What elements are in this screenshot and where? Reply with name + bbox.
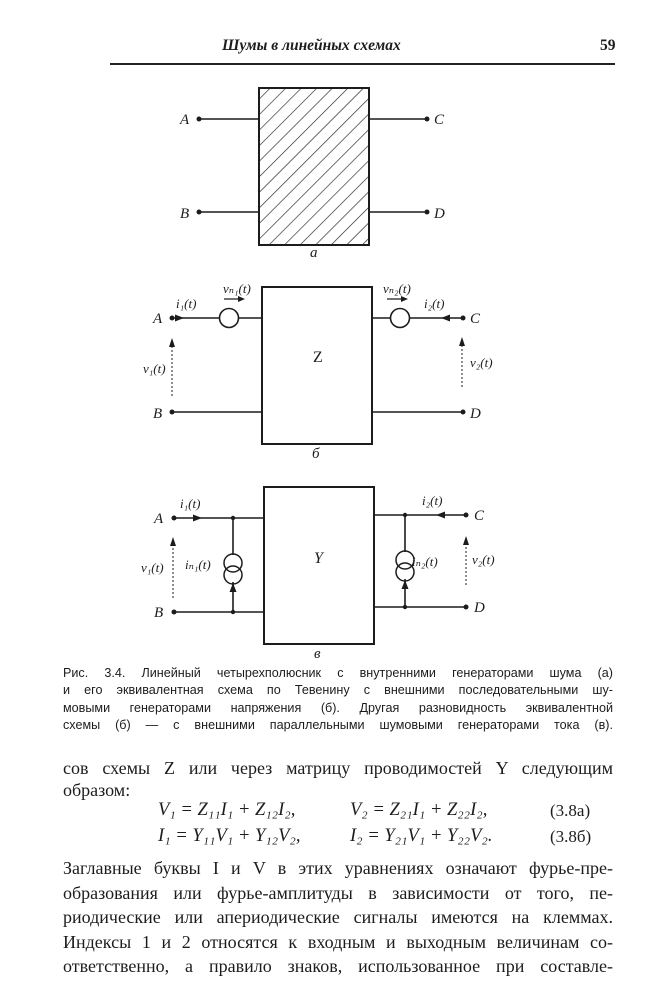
- panel-c-voltage-in: v₁(t): [141, 560, 164, 575]
- panel-b: [143, 281, 493, 462]
- panel-c-current-out: i₂(t): [422, 493, 443, 508]
- equation-number-3-8b: (3.8б): [550, 827, 592, 846]
- running-head-title: Шумы в линейных схемах: [222, 37, 401, 54]
- terminal-dot-c: [425, 117, 430, 122]
- panel-b-noise-in: vₙ₁(t): [223, 281, 251, 296]
- panel-b-voltage-out: v₂(t): [470, 355, 493, 370]
- y-box-label: Y: [314, 550, 323, 567]
- noise-voltage-source-out: [391, 309, 410, 328]
- z-box-label: Z: [313, 349, 323, 366]
- equation-3-8a-left: V₁ = Z₁₁I₁ + Z₁₂I₂,: [158, 800, 296, 820]
- panel-c-terminal-d: D: [474, 600, 485, 616]
- current-arrow-out: [441, 315, 450, 322]
- equation-3-8b-left: I₁ = Y₁₁V₁ + Y₁₂V₂,: [158, 826, 301, 846]
- hatched-quadripole-box: [259, 88, 369, 245]
- body-line: образом:: [63, 780, 131, 800]
- panel-a-terminal-d: D: [434, 206, 445, 222]
- panel-a-terminal-c: C: [434, 112, 445, 128]
- panel-b-terminal-c: C: [470, 311, 481, 327]
- equation-3-8b-right: I₂ = Y₂₁V₁ + Y₂₂V₂.: [350, 826, 493, 846]
- caption-line: схемы (б) — с внешними параллельными шумовыми генераторами тока (в).: [63, 717, 613, 732]
- panel-a: [179, 88, 445, 261]
- panel-c-noise-out: iₙ₂(t): [412, 554, 438, 569]
- terminal-dot-d: [425, 210, 430, 215]
- panel-b-current-in: i₁(t): [176, 296, 197, 311]
- panel-c-terminal-a: A: [154, 511, 164, 527]
- panel-c-terminal-c: C: [474, 508, 485, 524]
- body-paragraph: [63, 856, 613, 979]
- current-arrow-in: [175, 315, 184, 322]
- panel-b-voltage-in: v₁(t): [143, 361, 166, 376]
- body-line: Заглавные буквы I и V в этих уравнениях означают фурье-пре-: [63, 858, 613, 878]
- panel-b-terminal-a: A: [153, 311, 163, 327]
- panel-c-noise-in: iₙ₁(t): [185, 557, 211, 572]
- panel-a-terminal-a: A: [180, 112, 190, 128]
- panel-c-current-in: i₁(t): [180, 496, 201, 511]
- body-line: сов схемы Z или через матрицу проводимостей Y следующим: [63, 758, 613, 778]
- body-line: риодические или апериодические сигналы имеются на клеммах.: [63, 907, 613, 928]
- panel-b-label: б: [312, 446, 320, 462]
- panel-c-voltage-out: v₂(t): [472, 552, 495, 567]
- panel-b-terminal-b: B: [153, 406, 163, 422]
- panel-b-current-out: i₂(t): [424, 296, 445, 311]
- panel-a-label: a: [310, 245, 318, 261]
- body-line: образования или фурье-амплитуды в зависимости от того, пе-: [63, 882, 613, 903]
- terminal-dot-a: [197, 117, 202, 122]
- equation-3-8a-right: V₂ = Z₂₁I₁ + Z₂₂I₂,: [350, 800, 488, 820]
- figure-caption: [63, 665, 613, 734]
- panel-b-terminal-d: D: [470, 406, 481, 422]
- panel-a-terminal-b: B: [180, 206, 190, 222]
- body-line: Индексы 1 и 2 относятся к входным и выходным величинам со-: [63, 931, 613, 952]
- caption-line: и его эквивалентная схема по Тевенину с внешними последовательными шу-: [63, 683, 613, 698]
- noise-current-source-in-b: [224, 566, 242, 584]
- caption-line: Рис. 3.4. Линейный четырехполюсник с внутренними генераторами шума (а): [63, 666, 613, 680]
- panel-c-terminal-b: B: [154, 605, 164, 621]
- body-line: ответственно, а правило знаков, использованное при составле-: [63, 956, 613, 977]
- panel-c-label: в: [314, 646, 321, 662]
- equation-number-3-8a: (3.8а): [550, 801, 591, 820]
- panel-b-noise-out: vₙ₂(t): [383, 281, 411, 296]
- terminal-dot-b: [197, 210, 202, 215]
- page-number: 59: [600, 37, 616, 54]
- panel-c: [141, 487, 495, 662]
- noise-voltage-source-in: [220, 309, 239, 328]
- caption-line: мовыми генераторами напряжения (б). Другая разновидность эквивалентной: [63, 700, 613, 715]
